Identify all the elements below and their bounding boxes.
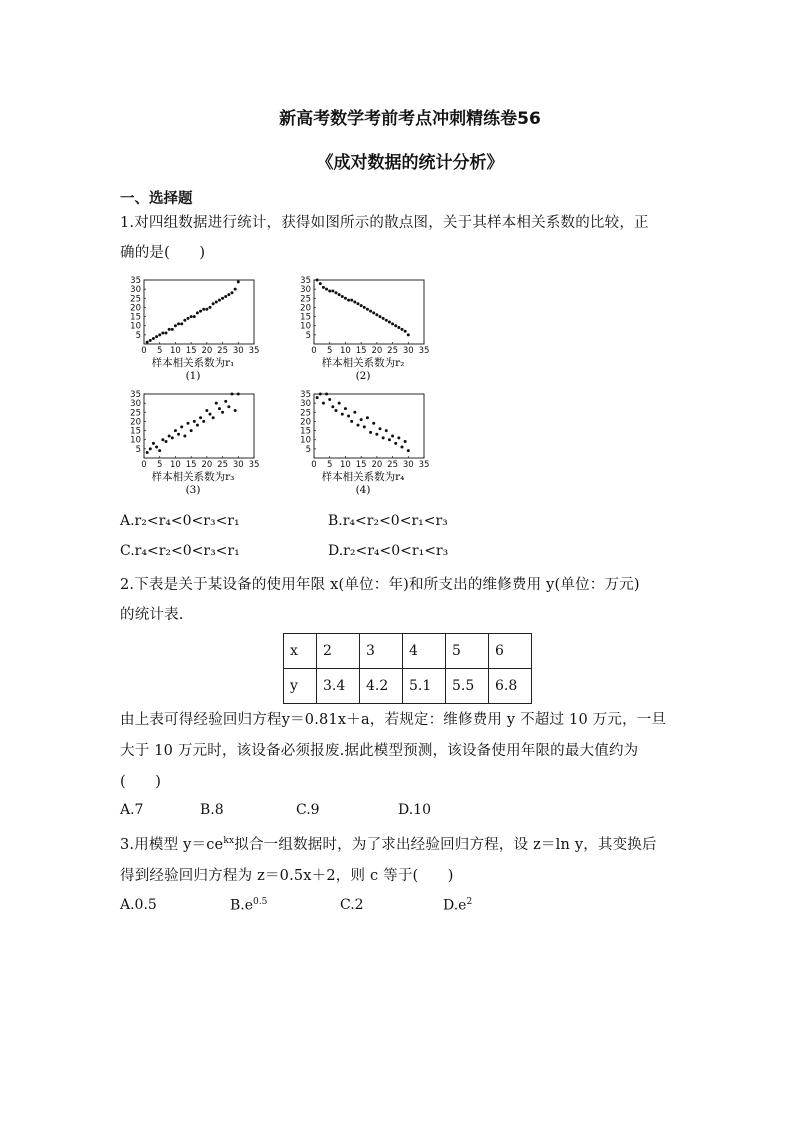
table-cell: 6	[489, 634, 532, 669]
data-point	[363, 425, 366, 428]
q2-stem-line1: 2.下表是关于某设备的使用年限 x(单位：年)和所支出的维修费用 y(单位：万元)	[120, 577, 640, 593]
data-point	[174, 429, 177, 432]
data-point	[205, 308, 208, 311]
x-axis-label: 样本相关系数为r₃	[151, 471, 235, 483]
data-point	[335, 409, 338, 412]
data-point	[149, 447, 152, 450]
data-point	[350, 299, 353, 302]
q2-stem-line4: 大于 10 万元时，该设备必须报废.据此模型预测，该设备使用年限的最大值约为	[120, 743, 639, 759]
data-point	[174, 324, 177, 327]
q2-option-d[interactable]: D.10	[398, 802, 431, 818]
x-tick-label: 0	[141, 346, 147, 356]
plot-frame	[144, 394, 254, 458]
data-point	[215, 300, 218, 303]
y-tick-label: 10	[300, 435, 311, 446]
data-point	[372, 311, 375, 314]
q3-option-d-exp: 2	[466, 897, 473, 907]
y-tick-label: 10	[300, 321, 311, 332]
data-point	[394, 324, 397, 327]
plot-caption: (4)	[355, 484, 371, 496]
y-tick-label: 5	[135, 444, 141, 455]
q3-stem-part1: 3.用模型 y＝ce	[120, 837, 224, 853]
x-tick-label: 10	[170, 460, 181, 470]
data-point	[369, 310, 372, 313]
y-tick-label: 30	[300, 285, 311, 296]
data-point	[316, 396, 319, 399]
x-axis-label: 样本相关系数为r₄	[321, 471, 405, 483]
q3-option-b[interactable]	[230, 897, 267, 914]
q1-option-a[interactable]: A.r₂<r₄<0<r₃<r₁	[120, 513, 240, 529]
x-tick-label: 20	[371, 460, 383, 470]
x-tick-label: 0	[141, 460, 147, 470]
data-point	[187, 422, 190, 425]
data-point	[319, 393, 322, 396]
data-point	[379, 315, 382, 318]
y-tick-label: 15	[300, 312, 311, 323]
x-tick-label: 5	[157, 460, 163, 470]
q3-stem-line2: 得到经验回归方程为 z＝0.5x＋2，则 c 等于( )	[120, 868, 454, 884]
y-tick-label: 20	[300, 417, 311, 428]
q1-stem-line2: 确的是( )	[120, 245, 206, 261]
x-tick-label: 15	[355, 346, 367, 356]
data-point	[328, 398, 331, 401]
x-tick-label: 0	[311, 346, 317, 356]
x-tick-label: 25	[217, 460, 228, 470]
q1-option-d[interactable]: D.r₂<r₄<0<r₁<r₃	[328, 543, 449, 559]
x-tick-label: 30	[232, 346, 244, 356]
data-point	[353, 411, 356, 414]
table-cell: 3.4	[317, 669, 360, 704]
data-point	[391, 322, 394, 325]
data-point	[366, 416, 369, 419]
table-cell: x	[284, 634, 317, 669]
data-point	[385, 319, 388, 322]
q3-option-a[interactable]: A.0.5	[120, 897, 157, 913]
data-point	[325, 288, 328, 291]
data-point	[199, 310, 202, 313]
data-point	[234, 288, 237, 291]
x-tick-label: 0	[311, 460, 317, 470]
y-tick-label: 10	[130, 321, 141, 332]
data-point	[227, 405, 230, 408]
data-point	[385, 429, 388, 432]
table-cell: 2	[317, 634, 360, 669]
data-point	[404, 330, 407, 333]
q3-stem-line1	[120, 833, 657, 854]
x-tick-label: 10	[340, 346, 351, 356]
y-tick-label: 30	[130, 285, 141, 296]
q3-option-d-base: D.e	[443, 897, 467, 914]
data-point	[407, 333, 410, 336]
data-point	[209, 413, 212, 416]
data-point	[322, 402, 325, 405]
data-point	[161, 438, 164, 441]
data-point	[331, 289, 334, 292]
q1-stem-line1: 1.对四组数据进行统计，获得如图所示的散点图，关于其样本相关系数的比较，正	[120, 215, 649, 231]
data-point	[161, 332, 164, 335]
data-point	[146, 341, 149, 344]
data-point	[171, 436, 174, 439]
y-tick-label: 20	[300, 303, 311, 314]
data-point	[212, 416, 215, 419]
y-tick-label: 30	[300, 399, 311, 410]
data-point	[165, 332, 168, 335]
data-point	[394, 442, 397, 445]
data-point	[168, 328, 171, 331]
data-point	[397, 436, 400, 439]
x-tick-label: 5	[327, 346, 333, 356]
x-tick-label: 30	[402, 346, 414, 356]
q2-option-b[interactable]: B.8	[200, 802, 224, 818]
data-point	[319, 282, 322, 285]
data-point	[372, 422, 375, 425]
data-point	[322, 286, 325, 289]
data-point	[328, 289, 331, 292]
data-point	[331, 405, 334, 408]
y-tick-label: 5	[135, 330, 141, 341]
x-tick-label: 35	[418, 346, 430, 356]
page-subtitle: 《成对数据的统计分析》	[316, 153, 504, 173]
data-point	[221, 411, 224, 414]
data-point	[190, 429, 193, 432]
data-point	[369, 431, 372, 434]
x-tick-label: 15	[185, 460, 197, 470]
data-point	[344, 297, 347, 300]
data-point	[388, 438, 391, 441]
x-tick-label: 20	[201, 346, 213, 356]
data-point	[360, 418, 363, 421]
data-point	[224, 295, 227, 298]
data-point	[187, 317, 190, 320]
x-tick-label: 30	[232, 460, 244, 470]
q2-stem-line5: ( )	[120, 774, 162, 790]
data-point	[391, 435, 394, 438]
data-point	[375, 313, 378, 316]
data-point	[237, 393, 240, 396]
y-tick-label: 30	[130, 399, 141, 410]
data-point	[218, 299, 221, 302]
y-tick-label: 35	[130, 276, 141, 286]
data-point	[234, 409, 237, 412]
plot-frame	[314, 394, 424, 458]
x-tick-label: 5	[157, 346, 163, 356]
scatter-plot-2	[286, 276, 436, 392]
data-point	[375, 433, 378, 436]
y-tick-label: 15	[130, 426, 141, 437]
table-cell: 5.5	[446, 669, 489, 704]
x-tick-label: 20	[371, 346, 383, 356]
y-tick-label: 20	[130, 417, 141, 428]
data-point	[152, 442, 155, 445]
data-point	[155, 446, 158, 449]
q2-option-a[interactable]: A.7	[120, 802, 144, 818]
x-tick-label: 5	[327, 460, 333, 470]
data-point	[338, 402, 341, 405]
data-point	[363, 306, 366, 309]
x-tick-label: 15	[185, 346, 197, 356]
y-tick-label: 5	[305, 330, 311, 341]
x-tick-label: 10	[340, 460, 351, 470]
data-point	[146, 451, 149, 454]
data-point	[397, 326, 400, 329]
x-tick-label: 35	[248, 460, 260, 470]
data-point	[388, 321, 391, 324]
y-tick-label: 35	[300, 276, 311, 286]
data-point	[350, 420, 353, 423]
data-point	[158, 333, 161, 336]
q1-option-c[interactable]: C.r₄<r₂<0<r₃<r₁	[120, 543, 240, 559]
data-point	[347, 299, 350, 302]
data-point	[237, 280, 240, 283]
table-row	[284, 634, 532, 669]
x-tick-label: 35	[248, 346, 260, 356]
x-tick-label: 25	[217, 346, 228, 356]
y-tick-label: 5	[305, 444, 311, 455]
data-point	[149, 339, 152, 342]
y-tick-label: 25	[300, 408, 311, 419]
data-point	[316, 279, 319, 282]
data-point	[205, 409, 208, 412]
data-point	[193, 315, 196, 318]
data-point	[401, 328, 404, 331]
plot-caption: (3)	[185, 484, 201, 496]
data-point	[168, 435, 171, 438]
q1-option-b[interactable]: B.r₄<r₂<0<r₁<r₃	[328, 513, 448, 529]
data-point	[212, 302, 215, 305]
data-point	[196, 311, 199, 314]
table-cell: 5	[446, 634, 489, 669]
x-axis-label: 样本相关系数为r₁	[151, 357, 235, 369]
data-point	[215, 402, 218, 405]
data-point	[180, 425, 183, 428]
q3-stem-part2: 拟合一组数据时，为了求出经验回归方程，设 z＝ln y，其变换后	[234, 837, 657, 853]
data-point	[407, 449, 410, 452]
x-tick-label: 10	[170, 346, 181, 356]
data-point	[404, 440, 407, 443]
y-tick-label: 15	[130, 312, 141, 323]
data-point	[231, 291, 234, 294]
x-axis-label: 样本相关系数为r₂	[321, 357, 405, 369]
q3-option-b-base: B.e	[230, 897, 254, 914]
data-point	[338, 293, 341, 296]
y-tick-label: 10	[130, 435, 141, 446]
data-point	[202, 308, 205, 311]
x-tick-label: 15	[355, 460, 367, 470]
data-point	[357, 302, 360, 305]
q3-exponent: kx	[223, 836, 235, 847]
table-cell: 5.1	[403, 669, 446, 704]
y-tick-label: 25	[130, 408, 141, 419]
data-point	[344, 407, 347, 410]
data-point	[224, 400, 227, 403]
data-point	[165, 440, 168, 443]
plot-caption: (2)	[355, 370, 371, 382]
data-point	[382, 317, 385, 320]
data-point	[335, 291, 338, 294]
x-tick-label: 30	[402, 460, 414, 470]
data-point	[171, 328, 174, 331]
data-point	[360, 304, 363, 307]
data-point	[196, 424, 199, 427]
q2-stem-line3: 由上表可得经验回归方程y＝0.81x＋a，若规定：维修费用 y 不超过 10 万元，一旦	[120, 712, 667, 728]
y-tick-label: 35	[300, 390, 311, 400]
data-point	[177, 322, 180, 325]
q3-option-c[interactable]: C.2	[340, 897, 364, 913]
scatter-plot-4	[286, 390, 436, 506]
data-point	[183, 319, 186, 322]
x-tick-label: 25	[387, 346, 398, 356]
table-cell: y	[284, 669, 317, 704]
section-heading-choice: 一、选择题	[120, 191, 193, 207]
q2-stem-line2: 的统计表.	[120, 607, 184, 623]
data-point	[341, 413, 344, 416]
y-tick-label: 25	[300, 294, 311, 305]
table-cell: 4	[403, 634, 446, 669]
table-cell: 6.8	[489, 669, 532, 704]
data-point	[231, 393, 234, 396]
y-tick-label: 25	[130, 294, 141, 305]
y-tick-label: 20	[130, 303, 141, 314]
scatter-plot-3	[116, 390, 266, 506]
data-point	[353, 300, 356, 303]
plot-caption: (1)	[185, 370, 201, 382]
x-tick-label: 20	[201, 460, 213, 470]
q2-option-c[interactable]: C.9	[296, 802, 320, 818]
data-point	[382, 436, 385, 439]
data-point	[199, 416, 202, 419]
y-tick-label: 35	[130, 390, 141, 400]
data-point	[155, 335, 158, 338]
data-point	[325, 393, 328, 396]
data-point	[190, 315, 193, 318]
data-point	[221, 297, 224, 300]
data-point	[209, 306, 212, 309]
data-point	[177, 433, 180, 436]
x-tick-label: 35	[418, 460, 430, 470]
data-point	[218, 407, 221, 410]
data-point	[193, 420, 196, 423]
q3-option-d[interactable]	[443, 897, 472, 914]
data-point	[347, 414, 350, 417]
data-point	[183, 435, 186, 438]
table-row	[284, 669, 532, 704]
scatter-plot-1	[116, 276, 266, 392]
table-cell: 3	[360, 634, 403, 669]
y-tick-label: 15	[300, 426, 311, 437]
data-point	[366, 308, 369, 311]
page-title: 新高考数学考前考点冲刺精练卷56	[279, 109, 541, 129]
data-point	[341, 295, 344, 298]
data-point	[227, 293, 230, 296]
data-point	[152, 337, 155, 340]
table-cell: 4.2	[360, 669, 403, 704]
q3-option-b-exp: 0.5	[253, 897, 268, 907]
stat-table	[283, 633, 532, 704]
data-point	[401, 446, 404, 449]
data-point	[379, 427, 382, 430]
data-point	[180, 322, 183, 325]
data-point	[158, 449, 161, 452]
data-point	[357, 424, 360, 427]
x-tick-label: 25	[387, 460, 398, 470]
data-point	[202, 420, 205, 423]
